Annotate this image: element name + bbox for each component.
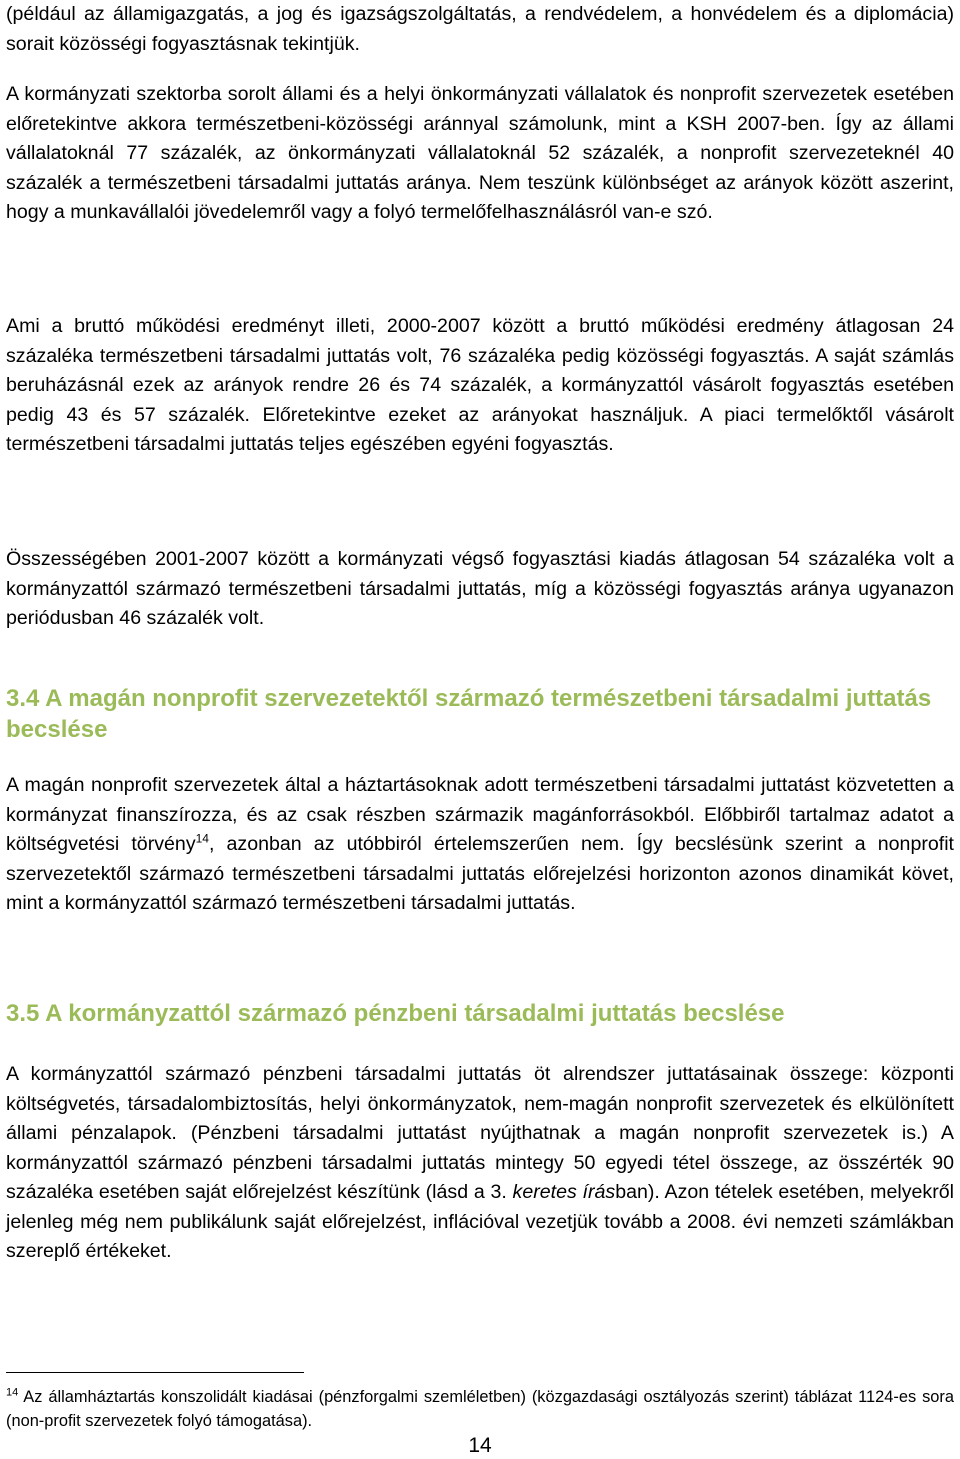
section-heading-3-4: 3.4 A magán nonprofit szervezetektől származó természetbeni társadalmi juttatás becslése xyxy=(6,685,932,743)
footnote-14 xyxy=(6,1385,954,1433)
paragraph-state-enterprises: A kormányzati szektorba sorolt állami és a helyi önkormányzati vállalatok és nonprofit szervezetek esetében előretekintve akkora természetbeni-közösségi aránnyal számolunk, mint a KSH 2007-ben. Így az állami vállalatoknál 77 százalék, az önkormányzati vállalatoknál 52 százalék, a nonprofit szervezeteknél 40 százalék a természetbeni társadalmi juttatás aránya. Nem teszünk különbséget az arányok között aszerint, hogy a munkavállalói jövedelemről vagy a folyó termelőfelhasználásról van-e szó. xyxy=(6,83,954,223)
footnote-reference[interactable]: 14 xyxy=(195,831,209,846)
paragraph-gross-operating-surplus: Ami a bruttó működési eredményt illeti, 2000-2007 között a bruttó működési eredmény átlagosan 24 százaléka természetbeni társadalmi juttatás volt, 76 százaléka pedig közösségi fogyasztás. A saját számlás beruházásnál ezek az arányok rendre 26 és 74 százalék, a kormányzattól vásárolt fogyasztás esetében pedig 43 és 57 százalék. Előretekintve ezeket az arányokat használjuk. A piaci termelőktől vásárolt természetbeni társadalmi juttatás teljes egészében egyéni fogyasztás. xyxy=(6,315,954,455)
paragraph-private-nonprofit: A magán nonprofit szervezetek által a háztartásoknak adott természetbeni társadalmi juttatást közvetetten a kormányzat finanszírozza, és az csak részben származik magánforrásokból. Előbbiről tartalmaz adatot a költségvetési törvény$^{14}$, azonban az utóbbiról értelemszerűen nem. Így becslésünk szerint a nonprofit szervezetektől származó természetbeni társadalmi juttatás előrejelzési horizonton azonos dinamikát követ, mint a kormányzattól származó természetbeni társadalmi juttatás. xyxy=(6,774,955,914)
paragraph-intro-continuation: (például az államigazgatás, a jog és igazságszolgáltatás, a rendvédelem, a honvédelem és a diplomácia) sorait közösségi fogyasztásnak tekintjük. xyxy=(6,3,954,55)
footnote-text: Az államháztartás konszolidált kiadásai (pénzforgalmi szemléletben) (közgazdasági osztályozás szerint) táblázat 1124-es sora (non-profit szervezetek folyó támogatása). xyxy=(6,1388,954,1430)
footnote-separator xyxy=(6,1372,304,1373)
section-heading-3-5: 3.5 A kormányzattól származó pénzbeni társadalmi juttatás becslése xyxy=(6,1000,785,1027)
paragraph-summary-2001-2007: Összességében 2001-2007 között a kormányzati végső fogyasztási kiadás átlagosan 54 százaléka volt a kormányzattól származó természetbeni társadalmi juttatás, míg a közösségi fogyasztás aránya ugyanazon periódusban 46 százalék volt. xyxy=(6,548,954,629)
paragraph-government-cash-benefits: A kormányzattól származó pénzbeni társadalmi juttatás öt alrendszer juttatásainak összege: központi költségvetés, társadalombiztosítás, helyi önkormányzatok, nem-magán nonprofit szervezetek és elkülönített állami pénzalapok. (Pénzbeni társadalmi juttatást nyújthatnak a magán nonprofit szervezetek is.) A kormányzattól származó pénzbeni társadalmi juttatás mintegy 50 egyedi tétel összege, az összérték 90 százaléka esetében saját előrejelzést készítünk (lásd a 3. keretes írásban). Azon tételek esetében, melyekről jelenleg még nem publikálunk saját előrejelzést, inflációval vezetjük tovább a 2008. évi nemzeti számlákban szereplő értékeket. xyxy=(6,1063,954,1262)
footnote-number: 14 xyxy=(6,1386,19,1399)
italic-keretes-iras: keretes írás xyxy=(512,1181,616,1203)
page-number: 14 xyxy=(468,1434,492,1457)
